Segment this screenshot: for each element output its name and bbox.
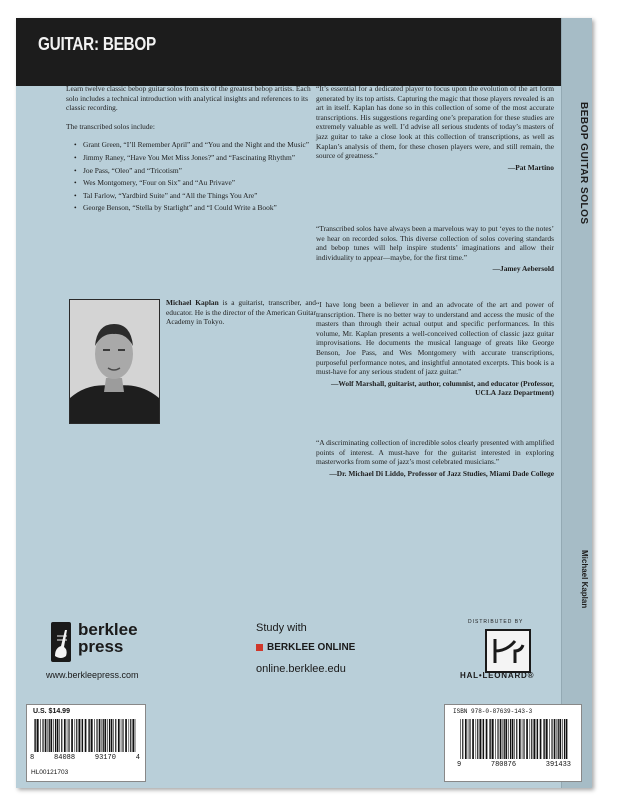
barcode-bar xyxy=(113,719,114,752)
barcode-bar xyxy=(549,719,550,759)
intro-text: Learn twelve classic bebop guitar solos from six of the greatest bebop artists. Each solo includes a technical introduction with analytical insights and references to its classic recording. xyxy=(66,84,311,113)
barcode-bar xyxy=(37,719,39,752)
barcode-bar xyxy=(103,719,104,752)
barcode-bar xyxy=(505,719,507,759)
list-item: • Wes Montgomery, “Four on Six” and “Au Privave” xyxy=(74,178,318,188)
quote-attribution: —Wolf Marshall, guitarist, author, columnist, and educator (Professor, UCLA Jazz Department) xyxy=(331,378,554,398)
barcode-bar xyxy=(115,719,116,752)
barcode-bar xyxy=(111,719,113,752)
berklee-online-url: online.berklee.edu xyxy=(256,663,346,675)
barcode-bar xyxy=(109,719,110,752)
author-name: Michael Kaplan xyxy=(166,298,219,307)
barcode-bar xyxy=(533,719,535,759)
berklee-press-logo-icon xyxy=(51,622,71,662)
ean-digit: 780876 xyxy=(490,761,517,769)
quote-aebersold xyxy=(316,224,554,274)
upc-digit: 4 xyxy=(135,754,140,762)
barcode-bar xyxy=(479,719,481,759)
author-bio xyxy=(166,298,316,327)
barcode-bar xyxy=(104,719,106,752)
barcode-bar xyxy=(530,719,531,759)
book-title: GUITAR: BEBOP xyxy=(38,34,156,54)
barcode-bar xyxy=(512,719,514,759)
barcode-bar xyxy=(564,719,565,759)
isbn-label: ISBN 978-0-87639-143-3 xyxy=(453,708,533,715)
list-item: • Jimmy Raney, “Have You Met Miss Jones?” and “Fascinating Rhythm” xyxy=(74,153,318,163)
distributed-by-label: DISTRIBUTED BY xyxy=(468,619,524,625)
barcode-bar xyxy=(78,719,80,752)
quote-attribution: —Dr. Michael Di Liddo, Professor of Jazz Studies, Miami Dade College xyxy=(329,468,554,478)
price-barcode-box xyxy=(26,704,146,782)
barcode-bar xyxy=(558,719,559,759)
barcode-bar xyxy=(125,719,127,752)
barcode-bar xyxy=(121,719,122,752)
title-bar xyxy=(16,18,592,86)
barcode-bar xyxy=(510,719,511,759)
barcode-bar xyxy=(492,719,494,759)
upc-barcode-icon xyxy=(33,719,137,752)
spine xyxy=(561,18,592,788)
barcode-bar xyxy=(544,719,545,759)
ean-barcode-icon xyxy=(459,719,569,759)
barcode-bar xyxy=(76,719,77,752)
barcode-bar xyxy=(53,719,54,752)
barcode-bar xyxy=(557,719,558,759)
barcode-bar xyxy=(536,719,537,759)
barcode-bar xyxy=(472,719,474,759)
barcode-bar xyxy=(477,719,478,759)
author-bio-text: is a guitarist, transcriber, and educator. He is the director of the American Guitar Academy in Tokyo. xyxy=(166,298,317,327)
solos-list xyxy=(66,140,318,213)
barcode-bar xyxy=(503,719,504,759)
solos-intro: The transcribed solos include: xyxy=(66,121,155,131)
barcode-bar xyxy=(497,719,498,759)
barcode-bar xyxy=(523,719,524,759)
barcode-bar xyxy=(559,719,561,759)
barcode-bar xyxy=(102,719,103,752)
list-item: • Tal Farlow, “Yardbird Suite” and “All the Things You Are” xyxy=(74,191,318,201)
price-label: U.S. $14.99 xyxy=(33,708,70,715)
barcode-bar xyxy=(88,719,89,752)
barcode-bar xyxy=(118,719,120,752)
barcode-bar xyxy=(482,719,483,759)
barcode-bar xyxy=(462,719,463,759)
barcode-bar xyxy=(483,719,484,759)
barcode-bar xyxy=(543,719,544,759)
barcode-bar xyxy=(554,719,556,759)
barcode-bar xyxy=(71,719,73,752)
quote-attribution: —Jamey Aebersold xyxy=(492,264,554,274)
berklee-online-text: BERKLEE ONLINE xyxy=(267,642,356,653)
hal-leonard-mark-icon xyxy=(487,631,529,671)
barcode-bar xyxy=(85,719,87,752)
barcode-bar xyxy=(35,719,36,752)
quote-text: “A discriminating collection of incredible solos clearly presented with amplified points of interest. A must-have for the guitarist interested in exploring masterworks from some of jazz’s most celebrated musicians.” xyxy=(316,438,554,467)
barcode-bar xyxy=(82,719,83,752)
upc-digits xyxy=(30,754,140,762)
barcode-bar xyxy=(64,719,66,752)
barcode-bar xyxy=(68,719,69,752)
barcode-bar xyxy=(34,719,35,752)
barcode-bar xyxy=(495,719,496,759)
barcode-bar xyxy=(48,719,49,752)
barcode-bar xyxy=(59,719,60,752)
barcode-bar xyxy=(531,719,532,759)
list-item: • George Benson, “Stella by Starlight” and “I Could Write a Book” xyxy=(74,203,318,213)
quote-diliddo xyxy=(316,438,554,478)
hl-item-code: HL00121703 xyxy=(31,769,69,776)
upc-digit: 8 xyxy=(30,754,35,762)
barcode-bar xyxy=(94,719,95,752)
spine-author: Michael Kaplan xyxy=(580,550,589,609)
barcode-bar xyxy=(42,719,43,752)
hal-leonard-logo-icon xyxy=(485,629,531,673)
barcode-bar xyxy=(537,719,538,759)
barcode-bar xyxy=(489,719,490,759)
ean-digit: 391433 xyxy=(545,761,571,769)
barcode-bar xyxy=(522,719,523,759)
barcode-bar xyxy=(519,719,521,759)
barcode-bar xyxy=(107,719,108,752)
barcode-bar xyxy=(89,719,90,752)
description-column xyxy=(66,84,318,216)
barcode-bar xyxy=(61,719,62,752)
barcode-bar xyxy=(465,719,467,759)
barcode-bar xyxy=(546,719,548,759)
quote-martino xyxy=(316,84,554,172)
barcode-bar xyxy=(514,719,515,759)
barcode-bar xyxy=(55,719,56,752)
barcode-bar xyxy=(75,719,76,752)
hal-leonard-wordmark: HAL•LEONARD® xyxy=(460,671,535,680)
upc-digit: 93170 xyxy=(94,754,116,762)
red-square-icon xyxy=(256,644,263,651)
quote-text: “It’s essential for a dedicated player to focus upon the evolution of the art form generated by its top artists. Capturing the magic that those players revealed is an art in itself. Kaplan has done so in this collection of some of the most accurate transcriptions. His suggestions regarding one’s preparation for these studies are extremely valuable as well. I’d advise all serious students of today’s masters of jazz guitar to take a close look at this collection of transcriptions, as well as Kaplan’s analysis of them, for these chosen players were, and still remain, the source of greatness.” xyxy=(316,84,554,161)
barcode-bar xyxy=(551,719,552,759)
barcode-bar xyxy=(129,719,130,752)
berklee-line: berklee xyxy=(78,620,138,639)
barcode-bar xyxy=(96,719,97,752)
barcode-bar xyxy=(45,719,47,752)
barcode-bar xyxy=(460,719,461,759)
barcode-bar xyxy=(135,719,136,752)
barcode-bar xyxy=(508,719,509,759)
barcode-bar xyxy=(469,719,470,759)
barcode-bar xyxy=(486,719,488,759)
list-item: • Grant Green, “I’ll Remember April” and “You and the Night and the Music” xyxy=(74,140,318,150)
barcode-bar xyxy=(49,719,50,752)
author-portrait-icon xyxy=(70,300,159,423)
barcode-bar xyxy=(476,719,477,759)
author-photo xyxy=(69,299,160,424)
barcode-bar xyxy=(500,719,502,759)
barcode-bar xyxy=(130,719,131,752)
isbn-barcode-box xyxy=(444,704,582,782)
spine-title: BEBOP GUITAR SOLOS xyxy=(578,102,589,225)
barcode-bar xyxy=(566,719,568,759)
barcode-bar xyxy=(50,719,52,752)
barcode-bar xyxy=(81,719,82,752)
barcode-bar xyxy=(504,719,505,759)
barcode-bar xyxy=(40,719,41,752)
press-line: press xyxy=(78,637,124,656)
quote-text: “Transcribed solos have always been a marvelous way to put ‘eyes to the notes’ we hear on recorded solos. This diverse collection of solos covering standards and bebop tunes will help inspire students’ imaginations and allow their individuality to appear—maybe, for the first time.” xyxy=(316,224,554,262)
berklee-press-url: www.berkleepress.com xyxy=(46,670,139,680)
upc-digit: 84088 xyxy=(54,754,76,762)
barcode-bar xyxy=(490,719,491,759)
book-back-cover xyxy=(16,18,592,788)
barcode-bar xyxy=(526,719,528,759)
berklee-press-wordmark xyxy=(78,621,138,655)
barcode-bar xyxy=(91,719,93,752)
ean-digits xyxy=(457,761,571,769)
barcode-bar xyxy=(468,719,469,759)
berklee-online-brand xyxy=(256,642,355,653)
barcode-bar xyxy=(540,719,542,759)
barcode-bar xyxy=(562,719,563,759)
quote-attribution: —Pat Martino xyxy=(507,162,554,172)
barcode-bar xyxy=(67,719,68,752)
guitar-logo-icon xyxy=(51,622,71,662)
study-with-label: Study with xyxy=(256,622,307,634)
quote-marshall xyxy=(316,300,554,398)
barcode-bar xyxy=(57,719,59,752)
barcode-bar xyxy=(132,719,134,752)
quote-text: “I have long been a believer in and an advocate of the art and power of transcription. There is no better way to understand and access the music of the masters than through their actual output and specific performances. In this volume, Mr. Kaplan presents a well-conceived collection of classic jazz guitar improvisations. He documents the musical language of greats like George Benson, Joe Pass, and Wes Montgomery with accurate transcriptions, purposeful performance notes, and insightful annotated excerpts. This book is a must-have for any serious student of jazz guitar.” xyxy=(316,300,554,377)
ean-digit: 9 xyxy=(457,761,462,769)
barcode-bar xyxy=(99,719,101,752)
barcode-bar xyxy=(122,719,123,752)
list-item: • Joe Pass, “Oleo” and “Tricotism” xyxy=(74,166,318,176)
barcode-bar xyxy=(516,719,517,759)
